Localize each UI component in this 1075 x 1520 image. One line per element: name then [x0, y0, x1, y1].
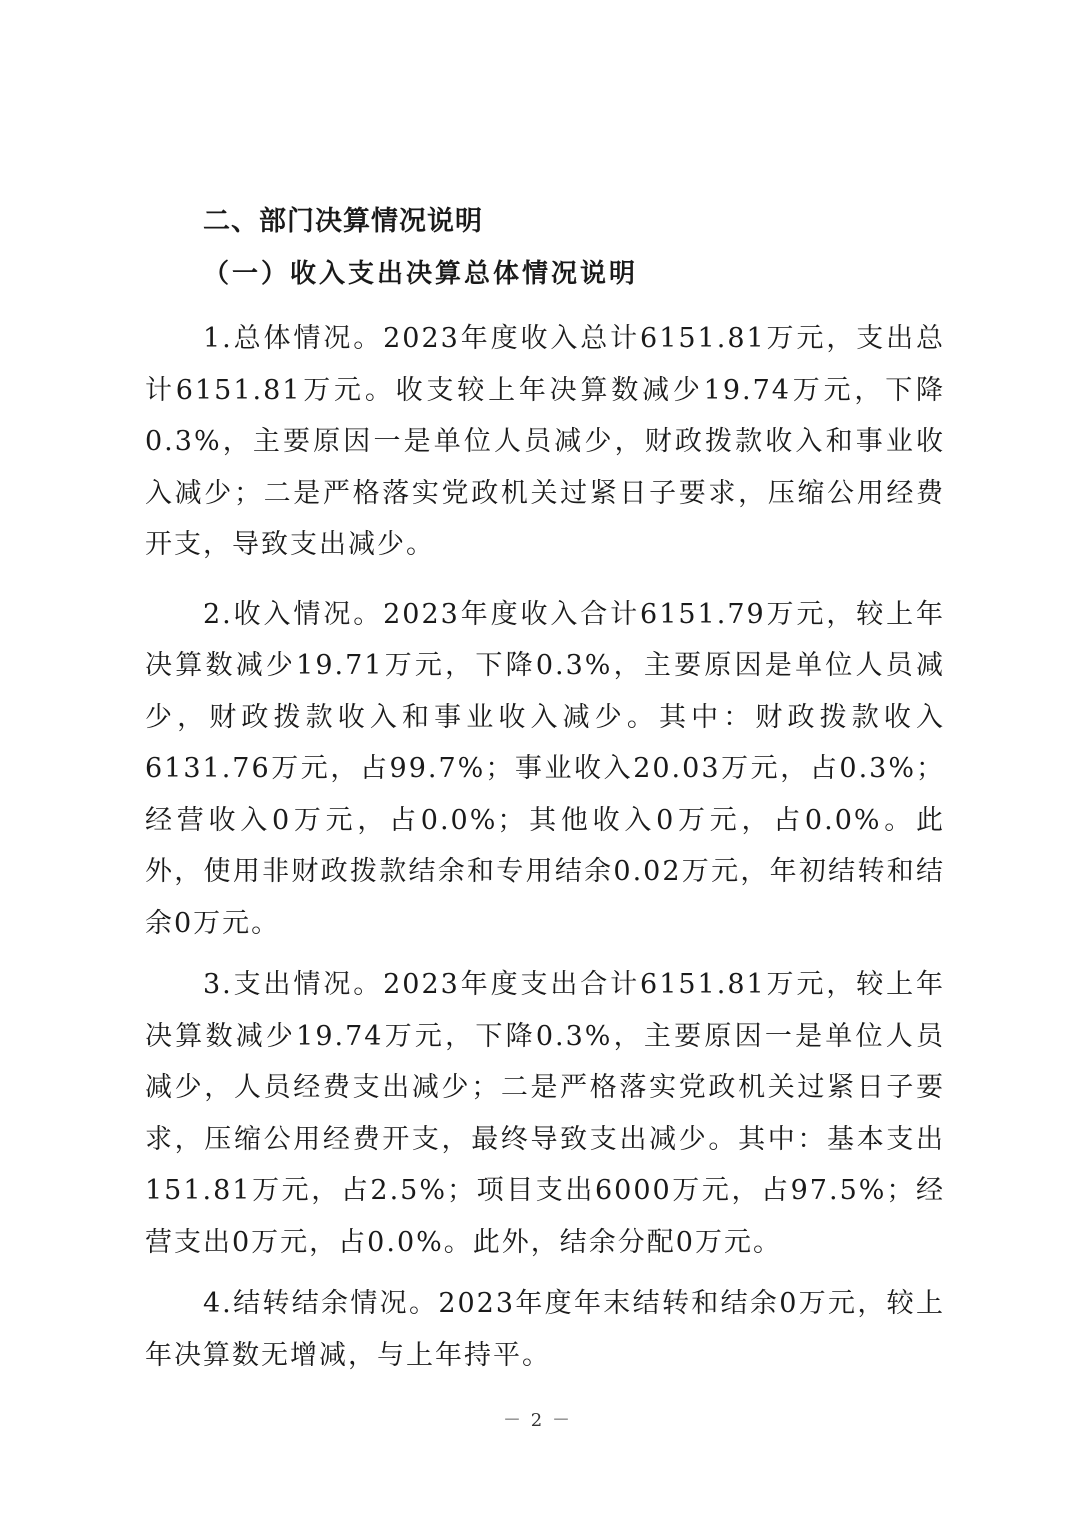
section-title: 二、部门决算情况说明	[203, 206, 483, 237]
paragraph-overall: 1.总体情况。2023年度收入总计6151.81万元，支出总计6151.81万元。收支较上年决算数减少19.74万元，下降0.3%，主要原因一是单位人员减少，财政拨款收入和事业收入减少；二是严格落实党政机关过紧日子要求，压缩公用经费开支，导致支出减少。	[145, 323, 945, 560]
paragraph-expenditure: 3.支出情况。2023年度支出合计6151.81万元，较上年决算数减少19.74万元，下降0.3%，主要原因一是单位人员减少，人员经费支出减少；二是严格落实党政机关过紧日子要求，压缩公用经费开支，最终导致支出减少。其中：基本支出151.81万元，占2.5%；项目支出6000万元，占97.5%；经营支出0万元，占0.0%。此外，结余分配0万元。	[145, 969, 945, 1258]
paragraph-carryover: 4.结转结余情况。2023年度年末结转和结余0万元，较上年决算数无增减，与上年持平。	[145, 1288, 945, 1371]
page-number: － 2 －	[503, 1410, 572, 1431]
paragraph-income: 2.收入情况。2023年度收入合计6151.79万元，较上年决算数减少19.71万元，下降0.3%，主要原因是单位人员减少，财政拨款收入和事业收入减少。其中：财政拨款收入6131.76万元，占99.7%；事业收入20.03万元，占0.3%；经营收入0万元，占0.0%；其他收入0万元，占0.0%。此外，使用非财政拨款结余和专用结余0.02万元，年初结转和结余0万元。	[145, 598, 945, 939]
subsection-title: （一）收入支出决算总体情况说明	[203, 259, 639, 289]
document-body	[145, 200, 945, 1381]
